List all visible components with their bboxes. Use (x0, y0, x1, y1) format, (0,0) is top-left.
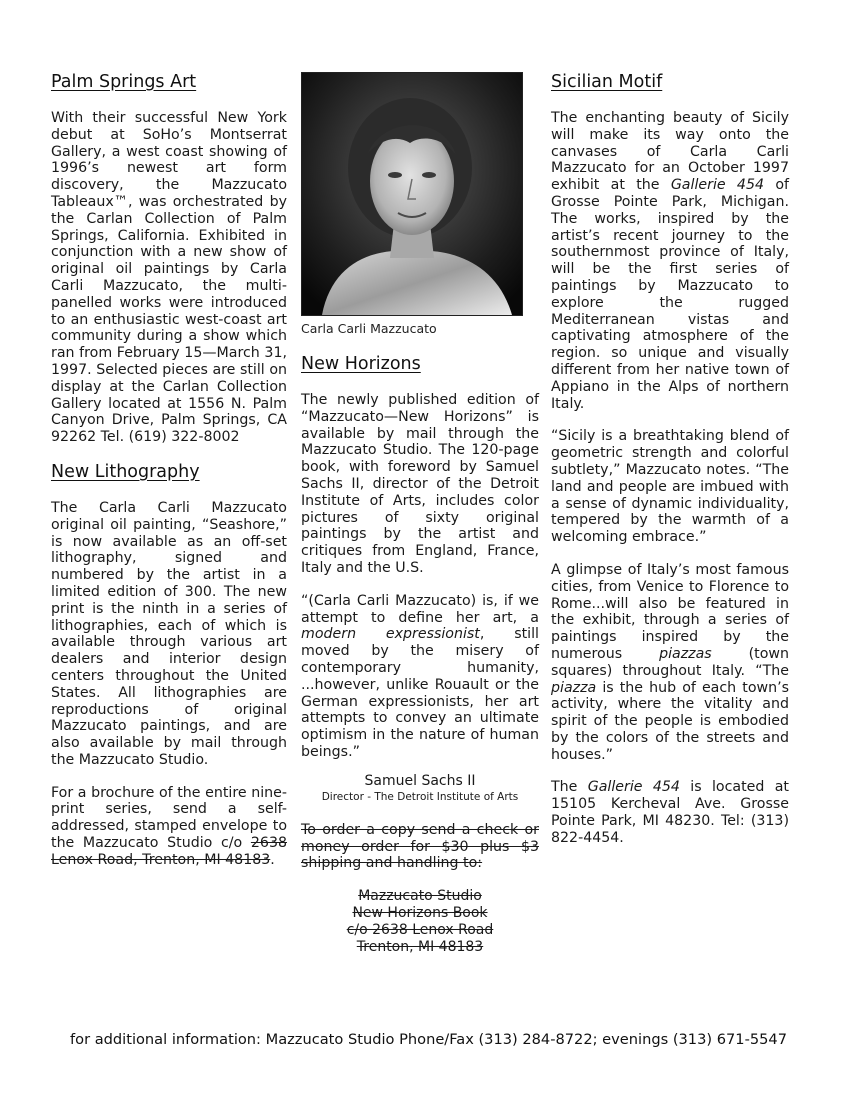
brochure-text: For a brochure of the entire nine-print series, send a self-addressed, stamped envelope to the Mazzucato Studio c/o (51, 784, 287, 852)
paragraph-italy-cities (551, 562, 789, 764)
paragraph-palm-springs: With their successful New York debut at SoHo’s Montserrat Gallery, a west coast showing of 1996’s newest art form discovery, the Mazzucato Tableaux™, was orchestrated by the Carlan Collection of Palm Springs, California. Exhibited in conjunction with a new show of original oil paintings by Carla Carli Mazzucato, the multi-panelled works were introduced to an enthusiastic west-coast art community during a show which ran from February 15—March 31, 1997. Selected pieces are still on display at the Carlan Collection Gallery located at 1556 N. Palm Canyon Drive, Palm Springs, CA 92262 Tel. (619) 322-8002 (51, 110, 287, 446)
address-line-1: Mazzucato Studio (358, 888, 482, 905)
brochure-period: . (270, 851, 275, 868)
portrait-photo (301, 72, 523, 316)
quote-emphasis: modern expressionist (301, 626, 480, 643)
location-text-2: is located at 15105 Kercheval Ave. Grosse Pointe Park, MI 48230. Tel: (313) 822-4454. (551, 779, 789, 846)
gallery-name-2: Gallerie 454 (587, 779, 680, 796)
sicily-text-1: The enchanting beauty of Sicily will make its way onto the canvases of Carla Carli Mazzucato for an October 1997 exhibit at the (551, 110, 789, 194)
quote-part-1: “(Carla Carli Mazzucato) is, if we attempt to define her art, a (301, 592, 539, 626)
heading-new-horizons: New Horizons (301, 354, 421, 374)
signature-name: Samuel Sachs II (364, 772, 476, 789)
location-text-1: The (551, 779, 588, 796)
column-right (551, 60, 789, 863)
signature-title: Director - The Detroit Institute of Arts (321, 790, 519, 803)
order-instructions-struck: To order a copy send a check or money order for $30 plus $3 shipping and handling to: (301, 821, 539, 872)
signature-block (301, 773, 539, 804)
address-line-3: c/o 2638 Lenox Road (346, 922, 494, 939)
quote-part-2: , still moved by the misery of contemporary humanity, ...however, unlike Rouault or the German expressionists, her art attempts to convey an ultimate optimism in the nature of human beings.” (301, 626, 539, 760)
paragraph-lithography: The Carla Carli Mazzucato original oil painting, “Seashore,” is now available as an off-set lithography, signed and numbered by the artist in a limited edition of 300. The new print is the ninth in a series of lithographies, each of which is available through various art dealers and interior design centers throughout the United States. All lithographies are reproductions of original Mazzucato paintings, and are also available by mail through the Mazzucato Studio. (51, 499, 287, 768)
column-middle (301, 60, 539, 956)
cities-text-2: (town squares) throughout Italy. “The (551, 645, 789, 679)
paragraph-sicily-exhibit (551, 110, 789, 412)
paragraph-gallery-location (551, 779, 789, 846)
paragraph-brochure (51, 785, 287, 869)
paragraph-sicily-quote: “Sicily is a breathtaking blend of geometric strength and colorful subtlety,” Mazzucato notes. “The land and people are imbued with a sense of dynamic individuality, tempered by the warmth of a welcoming embrace.” (551, 428, 789, 546)
cities-text-3: is the hub of each town’s activity, where the vitality and spirit of the people is embodied by the colors of the streets and houses.” (551, 679, 789, 763)
photo-caption: Carla Carli Mazzucato (301, 321, 437, 336)
paragraph-quote (301, 593, 539, 761)
column-left (51, 60, 287, 885)
sicily-text-2: of Grosse Pointe Park, Michigan. The works, inspired by the artist’s recent journey to the southernmost province of Italy, will be the first series of paintings by Mazzucato to explore the rugged Mediterranean vistas and captivating atmosphere of the region. so unique and visually different from her native town of Appiano in the Alps of northern Italy. (551, 177, 790, 412)
brochure-address-struck: 2638 Lenox Road, Trenton, MI 48183 (51, 835, 287, 868)
paragraph-new-horizons: The newly published edition of “Mazzucato—New Horizons” is available by mail through the Mazzucato Studio. The 120-page book, with foreword by Samuel Sachs II, director of the Detroit Institute of Arts, includes color pictures of sixty original paintings by the artist and critiques from England, France, Italy and the U.S. (301, 392, 539, 576)
address-line-4: Trenton, MI 48183 (356, 939, 484, 956)
address-line-2: New Horizons Book (352, 905, 488, 922)
heading-new-lithography: New Lithography (51, 461, 200, 482)
piazzas-term: piazzas (659, 645, 712, 662)
heading-palm-springs-art: Palm Springs Art (51, 72, 197, 92)
footer-contact-info: for additional information: Mazzucato Studio Phone/Fax (313) 284-8722; evenings (313) 671-5547 (70, 1031, 787, 1048)
cities-text-1: A glimpse of Italy’s most famous cities, from Venice to Florence to Rome...will also be featured in the exhibit, through a series of paintings inspired by the numerous (551, 561, 789, 662)
portrait-image (302, 73, 522, 315)
piazza-term: piazza (551, 679, 597, 696)
heading-sicilian-motif: Sicilian Motif (551, 72, 663, 92)
mailing-address-struck (301, 888, 539, 956)
gallery-name: Gallerie 454 (670, 177, 765, 194)
